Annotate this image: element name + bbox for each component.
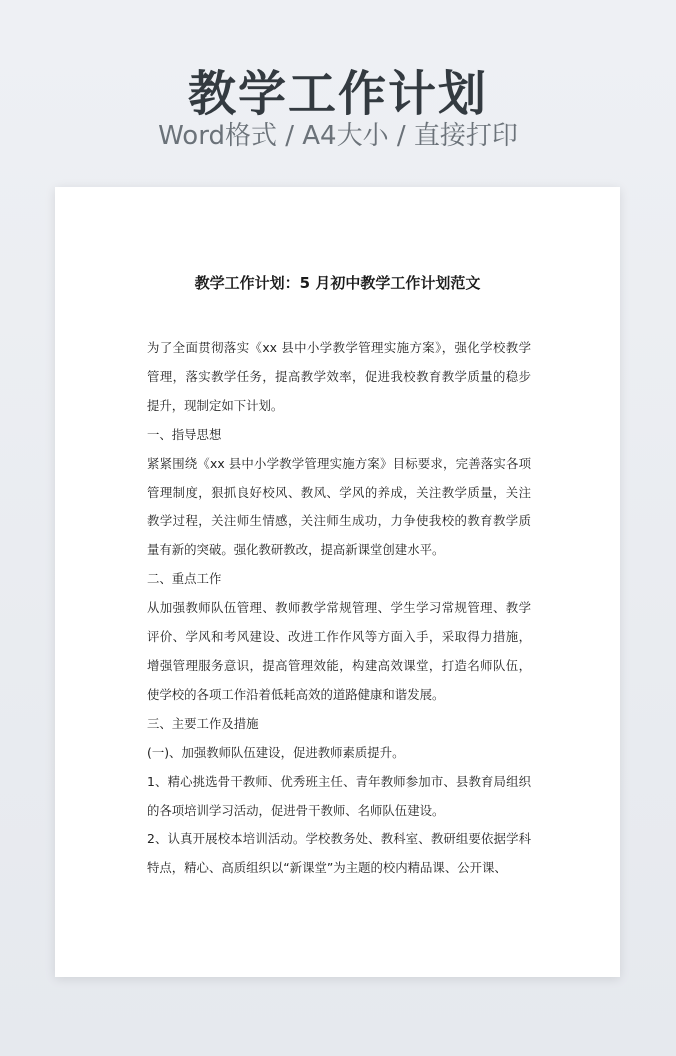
banner-subtitle: Word格式 / A4大小 / 直接打印 — [158, 121, 518, 151]
document-body — [147, 334, 531, 883]
banner-title: 教学工作计划 — [187, 66, 488, 122]
heading-main-measures: 三、主要工作及措施 — [147, 715, 259, 731]
list-item-1: 1、精心挑选骨干教师、优秀班主任、青年教师参加市、县教育局组织的各项培训学习活动，促进骨干教师、名师队伍建设。 — [147, 773, 531, 818]
paragraph-intro: 为了全面贯彻落实《xx 县中小学教学管理实施方案》，强化学校教学管理，落实教学任务，提高教学效率，促进我校教育教学质量的稳步提升，现制定如下计划。 — [147, 340, 531, 413]
document-title: 教学工作计划：5 月初中教学工作计划范文 — [194, 274, 481, 292]
heading-guiding-ideology: 一、指导思想 — [147, 426, 222, 442]
paragraph-guiding-ideology: 紧紧围绕《xx 县中小学教学管理实施方案》目标要求，完善落实各项管理制度，狠抓良好校风、教风、学风的养成，关注教学质量，关注教学过程，关注师生情感，关注师生成功，力争使我校的教育教学质量有新的突破。强化教研教改，提高新课堂创建水平。 — [147, 455, 531, 558]
paragraph-key-work: 从加强教师队伍管理、教师教学常规管理、学生学习常规管理、教学评价、学风和考风建设、改进工作作风等方面入手，采取得力措施，增强管理服务意识，提高管理效能，构建高效课堂，打造名师队伍，使学校的各项工作沿着低耗高效的道路健康和谐发展。 — [147, 600, 531, 702]
document-page — [55, 187, 620, 977]
subheading-teacher-team: (一)、加强教师队伍建设，促进教师素质提升。 — [147, 744, 405, 760]
heading-key-work: 二、重点工作 — [147, 571, 222, 587]
list-item-2: 2、认真开展校本培训活动。学校教务处、教科室、教研组要依据学科特点，精心、高质组织以“新课堂”为主题的校内精品课、公开课、 — [147, 831, 531, 876]
